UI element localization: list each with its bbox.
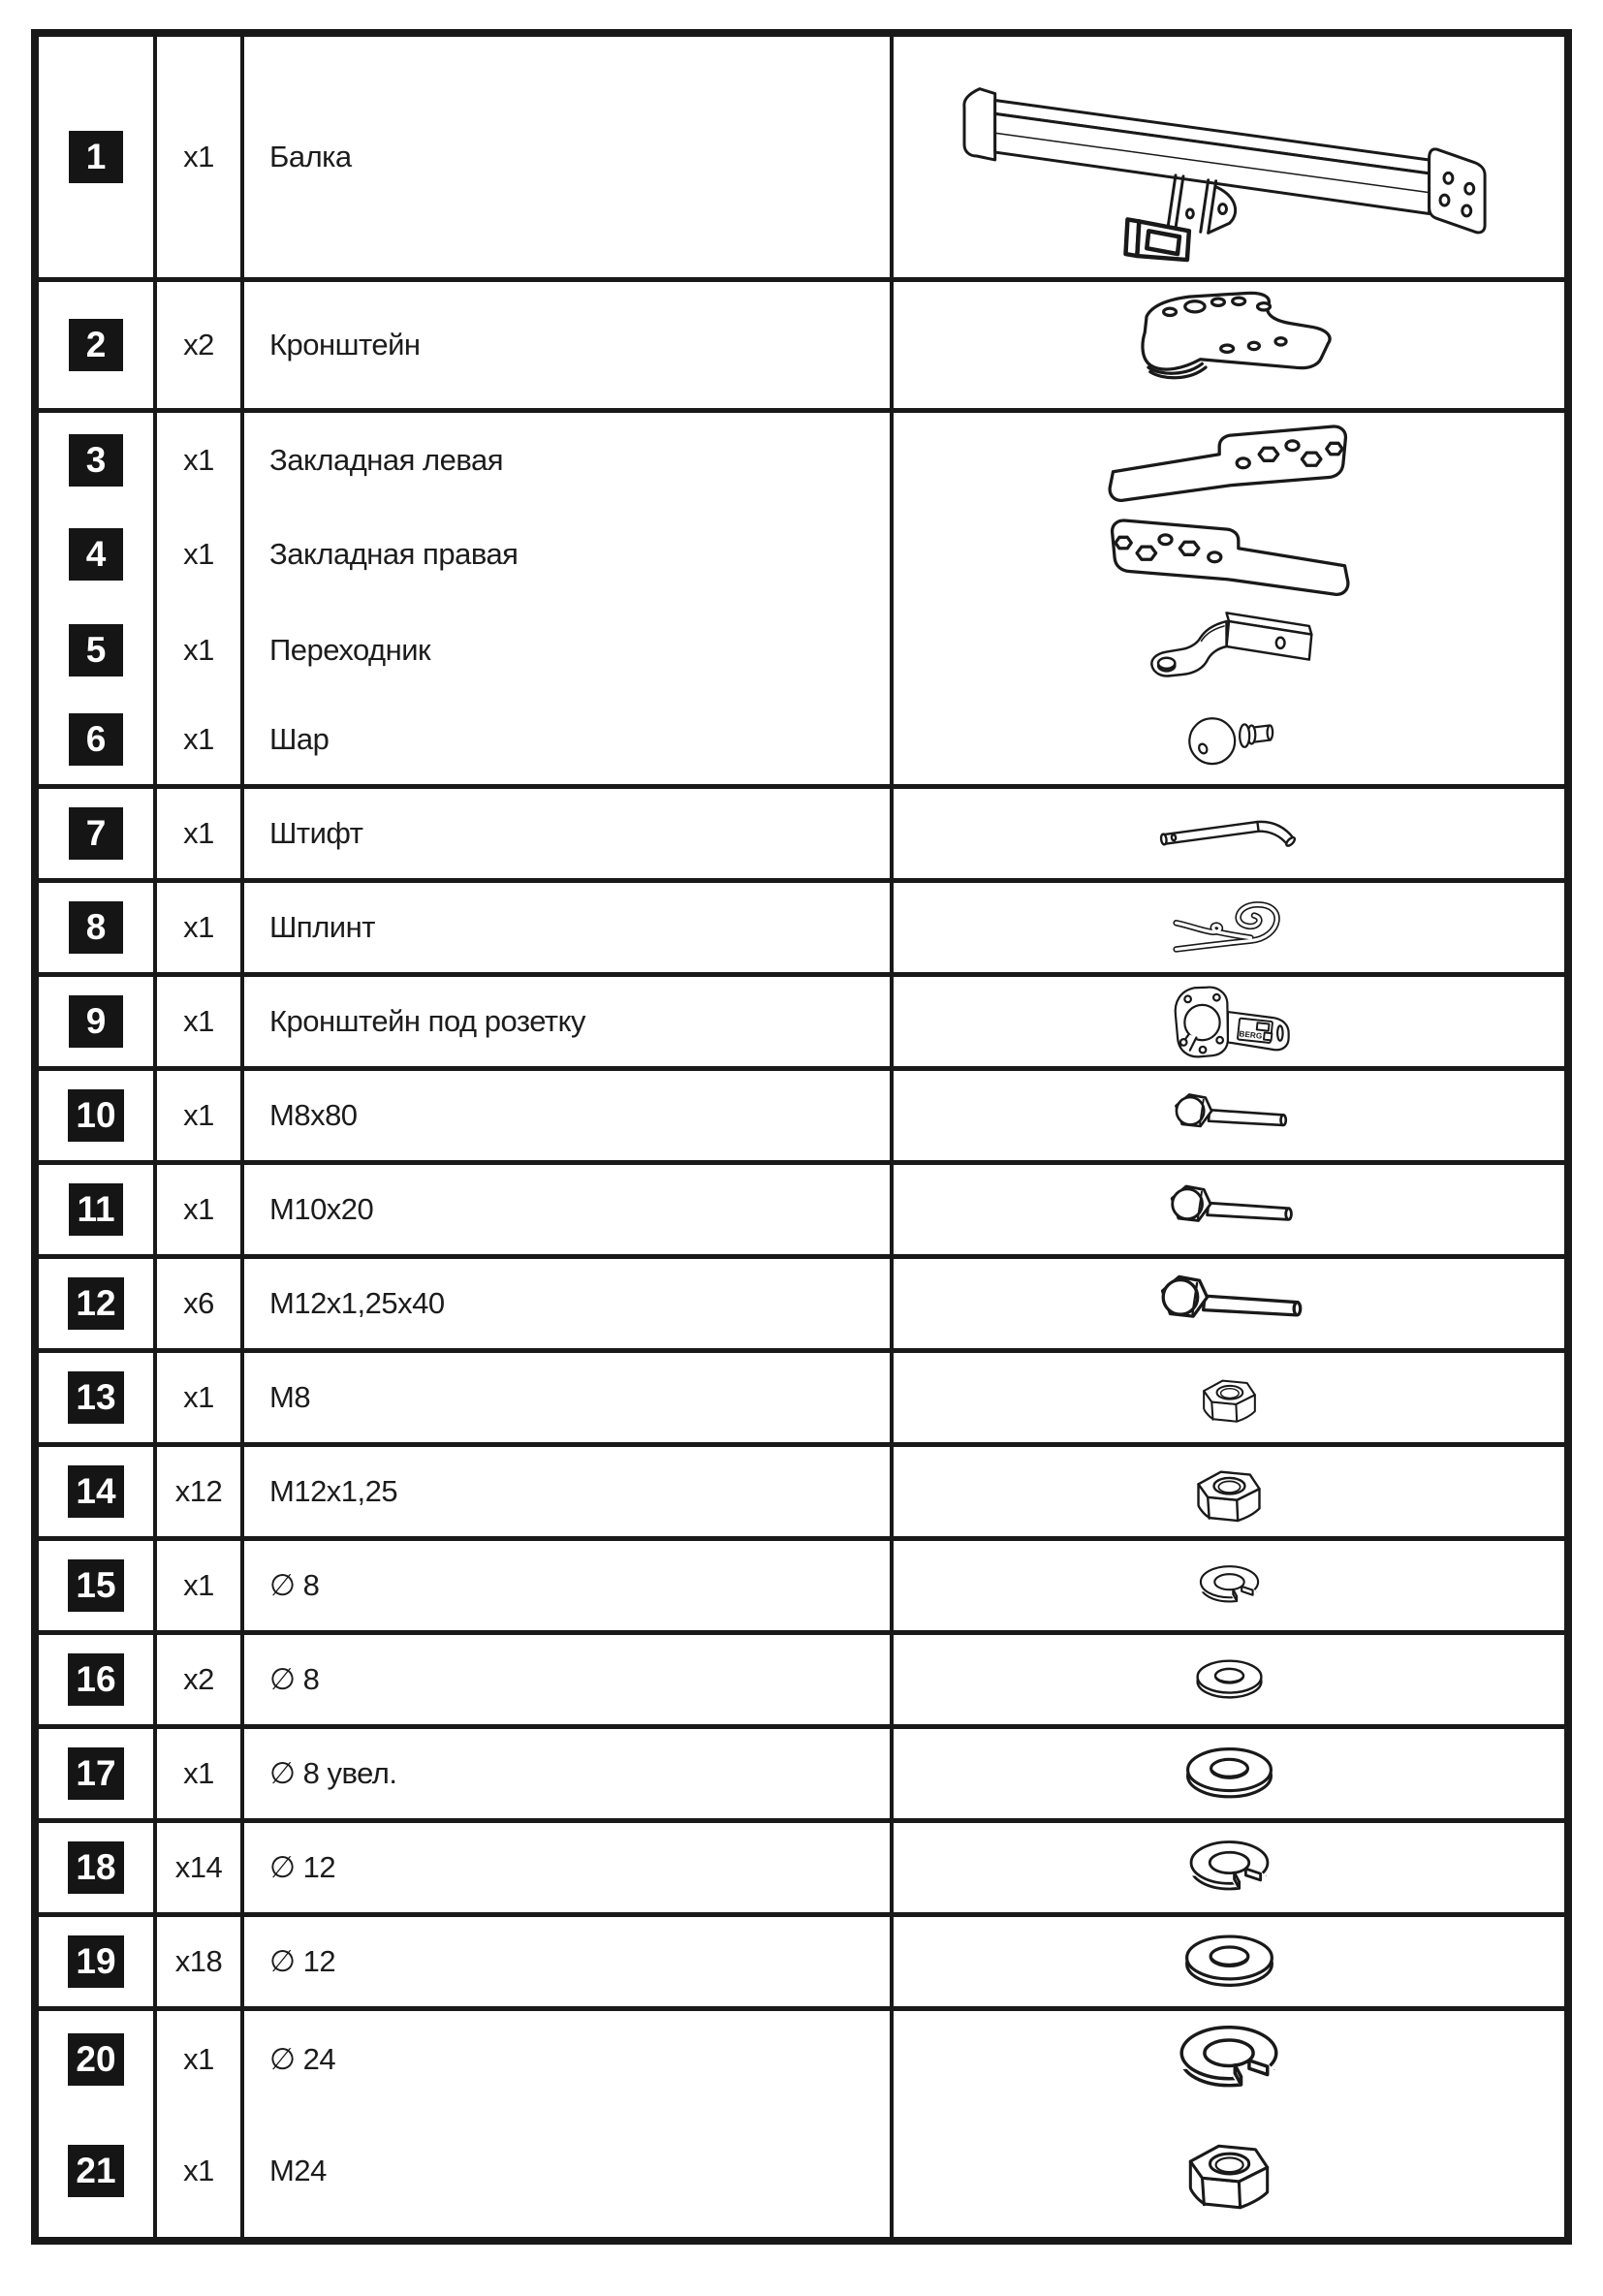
item-number-cell [39,1447,153,1536]
item-name-cell [244,1447,890,1536]
item-quantity: x1 [183,1756,214,1790]
item-illustration-cell [894,282,1564,408]
item-quantity-cell [157,1635,240,1724]
item-quantity-cell [157,1259,240,1348]
plate-left-icon [1102,413,1356,507]
item-number-cell [39,1071,153,1160]
item-quantity-cell [157,1729,240,1818]
item-name-cell [244,1823,890,1912]
bolt-m8x80-icon [1168,1087,1290,1145]
item-name: ∅ 8 [269,1568,320,1602]
item-number-badge: 1 [69,131,123,183]
item-number-cell [39,1729,153,1818]
towball-icon [1178,707,1280,772]
item-name: M8x80 [269,1098,358,1132]
table-row [39,977,1564,1066]
item-number-badge: 10 [68,1089,123,1142]
item-name: Балка [269,140,352,173]
item-illustration-cell [894,789,1564,878]
item-quantity: x1 [183,816,214,850]
item-name-cell [244,601,890,700]
table-row [39,1165,1564,1254]
item-name: M10x20 [269,1192,374,1226]
item-name: ∅ 12 [269,1850,336,1884]
item-quantity: x2 [183,1662,214,1696]
table-row [39,2011,1564,2100]
item-quantity-cell [157,1541,240,1630]
item-quantity: x14 [174,1850,223,1884]
item-illustration-cell [894,601,1564,700]
item-illustration-cell [894,1165,1564,1254]
item-illustration-cell [894,883,1564,972]
table-row [39,789,1564,878]
item-quantity-cell [157,601,240,700]
item-number-badge: 11 [69,1183,123,1236]
rclip-icon [1168,890,1290,965]
item-name: ∅ 8 увел. [269,1756,397,1790]
item-name-cell [244,1165,890,1254]
item-name: Кронштейн под розетку [269,1004,586,1038]
washer-flat-8-big-icon [1168,1737,1291,1811]
ballmount-icon [1139,601,1319,700]
item-name-cell [244,1729,890,1818]
item-name-cell [244,282,890,408]
item-number-badge: 13 [68,1371,123,1424]
washer-spring-12-icon [1175,1829,1284,1906]
item-number-badge: 19 [68,1935,123,1988]
item-quantity-cell [157,1917,240,2006]
table-row [39,1729,1564,1818]
item-illustration-cell [894,1259,1564,1348]
item-number-badge: 14 [68,1465,123,1518]
item-number-badge: 6 [69,713,123,766]
item-quantity: x1 [183,1004,214,1038]
item-number-cell [39,37,153,277]
item-number-badge: 18 [68,1841,123,1894]
item-name-cell [244,695,890,784]
item-quantity: x1 [183,633,214,667]
item-illustration-cell [894,1071,1564,1160]
item-name: Закладная правая [269,536,519,571]
item-name-cell [244,1917,890,2006]
item-illustration-cell [894,1353,1564,1442]
table-row [39,1823,1564,1912]
table-row [39,1917,1564,2006]
item-name: ∅ 12 [269,1944,336,1978]
item-number-badge: 21 [68,2145,123,2197]
item-name: ∅ 24 [269,2041,336,2076]
item-number-cell [39,883,153,972]
item-number-badge: 2 [69,319,123,371]
item-illustration-cell [894,413,1564,507]
table-row [39,37,1564,277]
item-illustration-cell [894,37,1564,277]
washer-flat-12-icon [1167,1924,1292,2000]
item-illustration-cell [894,977,1564,1066]
item-quantity: x1 [183,536,214,571]
item-number-badge: 9 [69,995,123,1048]
item-number-badge: 5 [69,624,123,676]
nut-m8-icon [1192,1369,1267,1426]
nut-m24-icon [1173,2129,1285,2214]
item-number-cell [39,1823,153,1912]
item-number-badge: 4 [69,528,123,581]
item-name: Шплинт [269,910,375,944]
item-quantity: x1 [183,1192,214,1226]
item-illustration-cell [894,695,1564,784]
item-number-cell [39,282,153,408]
item-number-cell [39,1259,153,1348]
bolt-m10x20-icon [1163,1179,1296,1241]
item-number-badge: 20 [68,2033,123,2086]
socket-bracket-icon [1160,980,1298,1064]
item-quantity: x1 [183,2154,214,2187]
item-quantity: x1 [183,140,214,173]
item-number-cell [39,1541,153,1630]
item-illustration-cell [894,1729,1564,1818]
item-number-cell [39,1165,153,1254]
item-quantity-cell [157,883,240,972]
table-row [39,282,1564,408]
washer-spring-8-icon [1188,1557,1271,1615]
item-number-badge: 12 [68,1277,123,1330]
item-quantity: x12 [174,1474,223,1508]
parts-list-page [0,29,1603,2245]
bolt-m12x40-icon [1152,1268,1305,1339]
item-number-badge: 17 [68,1747,123,1800]
beam-icon [951,50,1508,264]
item-illustration-cell [894,2011,1564,2107]
item-quantity-cell [157,37,240,277]
item-illustration-cell [894,1447,1564,1536]
table-row [39,1071,1564,1160]
table-row [39,601,1564,690]
table-row [39,1447,1564,1536]
washer-flat-8-icon [1182,1651,1276,1709]
item-name-cell [244,413,890,507]
item-quantity-cell [157,1823,240,1912]
table-row [39,1635,1564,1724]
item-name: Кронштейн [269,328,421,362]
item-name: M24 [269,2154,327,2187]
item-quantity-cell [157,1353,240,1442]
item-illustration-cell [894,1635,1564,1724]
item-illustration-cell [894,1823,1564,1912]
item-number-badge: 15 [68,1559,123,1612]
item-number-cell [39,695,153,784]
table-row [39,695,1564,784]
item-name: Шар [269,722,330,756]
item-quantity-cell [157,507,240,601]
bracket-icon [1113,284,1345,406]
item-quantity-cell [157,413,240,507]
item-number-cell [39,977,153,1066]
item-name: Закладная левая [269,442,504,477]
item-name-cell [244,2011,890,2107]
item-number-cell [39,1635,153,1724]
item-quantity-cell [157,2105,240,2237]
item-name: Штифт [269,816,363,850]
item-name-cell [244,1353,890,1442]
item-name-cell [244,1635,890,1724]
item-name: M12x1,25x40 [269,1286,445,1320]
item-name-cell [244,1541,890,1630]
item-number-badge: 8 [69,901,123,954]
item-name-cell [244,883,890,972]
item-number-badge: 16 [68,1653,123,1706]
item-quantity: x1 [183,1098,214,1132]
item-quantity-cell [157,1447,240,1536]
item-name-cell [244,1259,890,1348]
parts-table [31,29,1572,2245]
item-quantity: x1 [183,2041,214,2076]
item-quantity-cell [157,2011,240,2107]
item-illustration-cell [894,2105,1564,2237]
item-name-cell [244,1071,890,1160]
item-name-cell [244,2105,890,2237]
item-number-badge: 7 [69,807,123,860]
item-quantity-cell [157,789,240,878]
item-quantity-cell [157,977,240,1066]
nut-m12-icon [1184,1459,1273,1525]
table-row [39,413,1564,502]
item-name: Переходник [269,633,431,667]
item-name: M8 [269,1380,311,1414]
item-quantity: x18 [174,1944,223,1978]
item-quantity-cell [157,1071,240,1160]
item-quantity-cell [157,695,240,784]
item-quantity: x1 [183,910,214,944]
table-row [39,1259,1564,1348]
item-name-cell [244,507,890,601]
item-number-cell [39,2011,153,2107]
table-row [39,2105,1564,2237]
item-number-cell [39,507,153,601]
item-number-cell [39,601,153,700]
item-name-cell [244,37,890,277]
table-row [39,1541,1564,1630]
item-illustration-cell [894,507,1564,601]
item-illustration-cell [894,1541,1564,1630]
item-name-cell [244,789,890,878]
item-name-cell [244,977,890,1066]
item-number-cell [39,413,153,507]
item-quantity: x1 [183,442,214,477]
item-quantity: x1 [183,722,214,756]
item-quantity-cell [157,282,240,408]
pin-icon [1153,804,1304,863]
item-quantity: x2 [183,328,214,362]
item-number-cell [39,1917,153,2006]
item-number-cell [39,1353,153,1442]
item-number-cell [39,2105,153,2237]
item-quantity: x1 [183,1568,214,1602]
table-row [39,507,1564,596]
item-number-cell [39,789,153,878]
plate-right-icon [1102,507,1356,601]
item-quantity-cell [157,1165,240,1254]
item-number-badge: 3 [69,434,123,487]
table-row [39,883,1564,972]
washer-spring-24-icon [1161,2011,1297,2107]
item-name: M12x1,25 [269,1474,398,1508]
table-row [39,1353,1564,1442]
item-name: ∅ 8 [269,1662,320,1696]
item-quantity: x6 [183,1286,214,1320]
item-quantity: x1 [183,1380,214,1414]
item-illustration-cell [894,1917,1564,2006]
